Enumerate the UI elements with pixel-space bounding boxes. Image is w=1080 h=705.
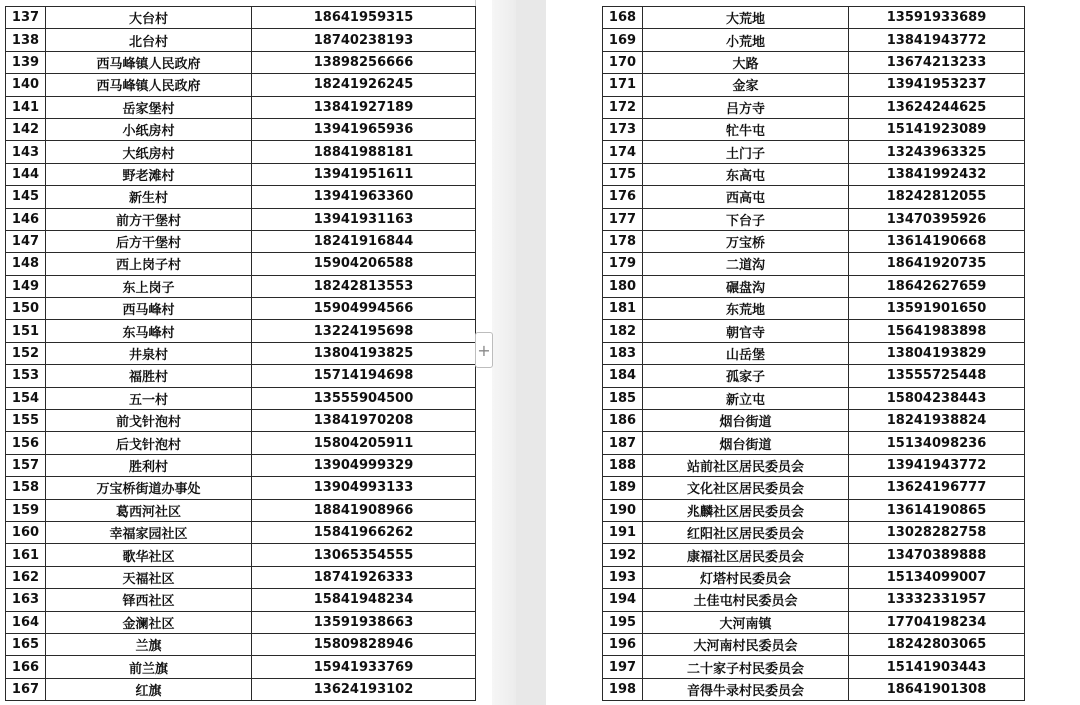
- unit-name-cell: 西高屯: [643, 186, 849, 208]
- table-row: [6, 7, 476, 29]
- row-number-cell: 177: [603, 208, 643, 230]
- row-number-cell: 187: [603, 432, 643, 454]
- phone-number-cell: 15134099007: [849, 566, 1025, 588]
- contact-table-right: [602, 6, 1025, 701]
- row-number-cell: 161: [6, 544, 46, 566]
- row-number-cell: 179: [603, 253, 643, 275]
- table-row: [603, 230, 1025, 252]
- table-row: [603, 96, 1025, 118]
- table-row: [603, 387, 1025, 409]
- unit-name-cell: 前兰旗: [46, 656, 252, 678]
- table-row: [603, 7, 1025, 29]
- unit-name-cell: 红旗: [46, 678, 252, 700]
- phone-number-cell: 18641920735: [849, 253, 1025, 275]
- table-row: [6, 387, 476, 409]
- unit-name-cell: 二道沟: [643, 253, 849, 275]
- table-row: [6, 566, 476, 588]
- row-number-cell: 186: [603, 410, 643, 432]
- unit-name-cell: 后戈针泡村: [46, 432, 252, 454]
- unit-name-cell: 东荒地: [643, 298, 849, 320]
- table-row: [603, 298, 1025, 320]
- row-number-cell: 185: [603, 387, 643, 409]
- row-number-cell: 171: [603, 74, 643, 96]
- table-row: [6, 29, 476, 51]
- row-number-cell: 190: [603, 499, 643, 521]
- phone-number-cell: 13224195698: [252, 320, 476, 342]
- row-number-cell: 180: [603, 275, 643, 297]
- table-row: [6, 678, 476, 700]
- table-row: [6, 118, 476, 140]
- unit-name-cell: 五一村: [46, 387, 252, 409]
- phone-number-cell: 18241916844: [252, 230, 476, 252]
- phone-number-cell: 13841992432: [849, 163, 1025, 185]
- row-number-cell: 159: [6, 499, 46, 521]
- phone-number-cell: 13804193825: [252, 342, 476, 364]
- row-number-cell: 188: [603, 454, 643, 476]
- unit-name-cell: 东马峰村: [46, 320, 252, 342]
- table-row: [603, 118, 1025, 140]
- unit-name-cell: 铎西社区: [46, 589, 252, 611]
- row-number-cell: 144: [6, 163, 46, 185]
- unit-name-cell: 二十家子村民委员会: [643, 656, 849, 678]
- phone-number-cell: 13841970208: [252, 410, 476, 432]
- unit-name-cell: 大河南村民委员会: [643, 633, 849, 655]
- phone-number-cell: 13591938663: [252, 611, 476, 633]
- unit-name-cell: 万宝桥街道办事处: [46, 477, 252, 499]
- table-row: [6, 230, 476, 252]
- table-row: [603, 74, 1025, 96]
- phone-number-cell: 15641983898: [849, 320, 1025, 342]
- row-number-cell: 192: [603, 544, 643, 566]
- phone-number-cell: 13028282758: [849, 521, 1025, 543]
- row-number-cell: 164: [6, 611, 46, 633]
- plus-icon: +: [477, 341, 491, 360]
- phone-number-cell: 13941931163: [252, 208, 476, 230]
- phone-number-cell: 13624244625: [849, 96, 1025, 118]
- unit-name-cell: 孤家子: [643, 365, 849, 387]
- phone-number-cell: 13065354555: [252, 544, 476, 566]
- add-table-row-handle[interactable]: [475, 332, 493, 368]
- unit-name-cell: 吕方寺: [643, 96, 849, 118]
- phone-number-cell: 18641901308: [849, 678, 1025, 700]
- phone-number-cell: 18242812055: [849, 186, 1025, 208]
- unit-name-cell: 井泉村: [46, 342, 252, 364]
- row-number-cell: 196: [603, 633, 643, 655]
- row-number-cell: 140: [6, 74, 46, 96]
- row-number-cell: 172: [603, 96, 643, 118]
- row-number-cell: 149: [6, 275, 46, 297]
- table-row: [603, 208, 1025, 230]
- phone-number-cell: 18242803065: [849, 633, 1025, 655]
- row-number-cell: 176: [603, 186, 643, 208]
- unit-name-cell: 文化社区居民委员会: [643, 477, 849, 499]
- unit-name-cell: 北台村: [46, 29, 252, 51]
- phone-number-cell: 13555904500: [252, 387, 476, 409]
- table-row: [603, 454, 1025, 476]
- phone-number-cell: 13941943772: [849, 454, 1025, 476]
- unit-name-cell: 野老滩村: [46, 163, 252, 185]
- unit-name-cell: 碾盘沟: [643, 275, 849, 297]
- row-number-cell: 137: [6, 7, 46, 29]
- table-row: [6, 499, 476, 521]
- row-number-cell: 141: [6, 96, 46, 118]
- unit-name-cell: 大路: [643, 51, 849, 73]
- table-row: [6, 477, 476, 499]
- row-number-cell: 142: [6, 118, 46, 140]
- row-number-cell: 191: [603, 521, 643, 543]
- table-row: [6, 141, 476, 163]
- row-number-cell: 195: [603, 611, 643, 633]
- unit-name-cell: 兰旗: [46, 633, 252, 655]
- row-number-cell: 193: [603, 566, 643, 588]
- table-row: [6, 410, 476, 432]
- table-row: [6, 432, 476, 454]
- phone-number-cell: 13470395926: [849, 208, 1025, 230]
- row-number-cell: 165: [6, 633, 46, 655]
- table-row: [603, 342, 1025, 364]
- table-row: [6, 544, 476, 566]
- unit-name-cell: 大台村: [46, 7, 252, 29]
- phone-number-cell: 13614190668: [849, 230, 1025, 252]
- phone-number-cell: 18642627659: [849, 275, 1025, 297]
- unit-name-cell: 东高屯: [643, 163, 849, 185]
- table-row: [603, 477, 1025, 499]
- unit-name-cell: 西马峰村: [46, 298, 252, 320]
- row-number-cell: 155: [6, 410, 46, 432]
- unit-name-cell: 福胜村: [46, 365, 252, 387]
- table-row: [6, 656, 476, 678]
- phone-number-cell: 13904993133: [252, 477, 476, 499]
- unit-name-cell: 后方干堡村: [46, 230, 252, 252]
- phone-number-cell: 15904994566: [252, 298, 476, 320]
- table-row: [6, 611, 476, 633]
- table-row: [6, 342, 476, 364]
- table-row: [603, 544, 1025, 566]
- row-number-cell: 166: [6, 656, 46, 678]
- table-row: [6, 521, 476, 543]
- phone-number-cell: 13591901650: [849, 298, 1025, 320]
- table-row: [603, 633, 1025, 655]
- phone-number-cell: 13591933689: [849, 7, 1025, 29]
- unit-name-cell: 岳家堡村: [46, 96, 252, 118]
- unit-name-cell: 牤牛屯: [643, 118, 849, 140]
- row-number-cell: 178: [603, 230, 643, 252]
- unit-name-cell: 东上岗子: [46, 275, 252, 297]
- phone-number-cell: 18242813553: [252, 275, 476, 297]
- unit-name-cell: 土门子: [643, 141, 849, 163]
- phone-number-cell: 13941953237: [849, 74, 1025, 96]
- table-row: [603, 611, 1025, 633]
- unit-name-cell: 红阳社区居民委员会: [643, 521, 849, 543]
- row-number-cell: 150: [6, 298, 46, 320]
- unit-name-cell: 葛西河社区: [46, 499, 252, 521]
- table-row: [6, 186, 476, 208]
- unit-name-cell: 大纸房村: [46, 141, 252, 163]
- row-number-cell: 143: [6, 141, 46, 163]
- phone-number-cell: 13470389888: [849, 544, 1025, 566]
- row-number-cell: 148: [6, 253, 46, 275]
- row-number-cell: 197: [603, 656, 643, 678]
- phone-number-cell: 13332331957: [849, 589, 1025, 611]
- table-row: [603, 186, 1025, 208]
- row-number-cell: 162: [6, 566, 46, 588]
- phone-number-cell: 13555725448: [849, 365, 1025, 387]
- unit-name-cell: 大荒地: [643, 7, 849, 29]
- phone-number-cell: 13804193829: [849, 342, 1025, 364]
- unit-name-cell: 灯塔村民委员会: [643, 566, 849, 588]
- unit-name-cell: 下台子: [643, 208, 849, 230]
- row-number-cell: 145: [6, 186, 46, 208]
- page-edge-shadow: [492, 0, 516, 705]
- table-row: [603, 163, 1025, 185]
- unit-name-cell: 康福社区居民委员会: [643, 544, 849, 566]
- unit-name-cell: 前方干堡村: [46, 208, 252, 230]
- page-gutter: [516, 0, 546, 705]
- table-row: [603, 275, 1025, 297]
- phone-number-cell: 15141903443: [849, 656, 1025, 678]
- row-number-cell: 147: [6, 230, 46, 252]
- table-row: [6, 51, 476, 73]
- table-row: [603, 656, 1025, 678]
- phone-number-cell: 15714194698: [252, 365, 476, 387]
- table-row: [6, 633, 476, 655]
- table-row: [6, 454, 476, 476]
- phone-number-cell: 18641959315: [252, 7, 476, 29]
- phone-number-cell: 15841948234: [252, 589, 476, 611]
- phone-number-cell: 13941951611: [252, 163, 476, 185]
- row-number-cell: 194: [603, 589, 643, 611]
- phone-number-cell: 15134098236: [849, 432, 1025, 454]
- unit-name-cell: 前戈针泡村: [46, 410, 252, 432]
- row-number-cell: 146: [6, 208, 46, 230]
- unit-name-cell: 新生村: [46, 186, 252, 208]
- phone-number-cell: 13614190865: [849, 499, 1025, 521]
- row-number-cell: 189: [603, 477, 643, 499]
- row-number-cell: 183: [603, 342, 643, 364]
- unit-name-cell: 胜利村: [46, 454, 252, 476]
- table-row: [603, 521, 1025, 543]
- phone-number-cell: 15904206588: [252, 253, 476, 275]
- unit-name-cell: 音得牛录村民委员会: [643, 678, 849, 700]
- phone-number-cell: 13841943772: [849, 29, 1025, 51]
- phone-number-cell: 15941933769: [252, 656, 476, 678]
- row-number-cell: 152: [6, 342, 46, 364]
- row-number-cell: 198: [603, 678, 643, 700]
- unit-name-cell: 万宝桥: [643, 230, 849, 252]
- phone-number-cell: 15804205911: [252, 432, 476, 454]
- row-number-cell: 173: [603, 118, 643, 140]
- unit-name-cell: 西马峰镇人民政府: [46, 74, 252, 96]
- phone-number-cell: 15841966262: [252, 521, 476, 543]
- row-number-cell: 139: [6, 51, 46, 73]
- row-number-cell: 174: [603, 141, 643, 163]
- row-number-cell: 138: [6, 29, 46, 51]
- table-row: [6, 298, 476, 320]
- table-row: [6, 163, 476, 185]
- row-number-cell: 151: [6, 320, 46, 342]
- phone-number-cell: 13941963360: [252, 186, 476, 208]
- phone-number-cell: 18740238193: [252, 29, 476, 51]
- table-row: [6, 74, 476, 96]
- phone-number-cell: 13904999329: [252, 454, 476, 476]
- unit-name-cell: 天福社区: [46, 566, 252, 588]
- table-row: [603, 432, 1025, 454]
- table-row: [6, 96, 476, 118]
- table-row: [603, 29, 1025, 51]
- phone-number-cell: 13243963325: [849, 141, 1025, 163]
- table-row: [6, 589, 476, 611]
- unit-name-cell: 站前社区居民委员会: [643, 454, 849, 476]
- table-row: [6, 365, 476, 387]
- phone-number-cell: 15804238443: [849, 387, 1025, 409]
- row-number-cell: 181: [603, 298, 643, 320]
- phone-number-cell: 17704198234: [849, 611, 1025, 633]
- document-page-left: [0, 0, 492, 705]
- table-row: [603, 141, 1025, 163]
- table-row: [603, 410, 1025, 432]
- unit-name-cell: 歌华社区: [46, 544, 252, 566]
- unit-name-cell: 小荒地: [643, 29, 849, 51]
- row-number-cell: 163: [6, 589, 46, 611]
- table-row: [603, 253, 1025, 275]
- phone-number-cell: 18741926333: [252, 566, 476, 588]
- unit-name-cell: 幸福家园社区: [46, 521, 252, 543]
- phone-number-cell: 13624193102: [252, 678, 476, 700]
- phone-number-cell: 13674213233: [849, 51, 1025, 73]
- table-row: [6, 208, 476, 230]
- unit-name-cell: 西上岗子村: [46, 253, 252, 275]
- phone-number-cell: 13898256666: [252, 51, 476, 73]
- row-number-cell: 160: [6, 521, 46, 543]
- phone-number-cell: 18841908966: [252, 499, 476, 521]
- phone-number-cell: 15809828946: [252, 633, 476, 655]
- row-number-cell: 175: [603, 163, 643, 185]
- row-number-cell: 170: [603, 51, 643, 73]
- table-row: [6, 253, 476, 275]
- unit-name-cell: 土佳屯村民委员会: [643, 589, 849, 611]
- unit-name-cell: 烟台街道: [643, 432, 849, 454]
- row-number-cell: 184: [603, 365, 643, 387]
- unit-name-cell: 大河南镇: [643, 611, 849, 633]
- unit-name-cell: 烟台街道: [643, 410, 849, 432]
- phone-number-cell: 18241926245: [252, 74, 476, 96]
- contact-table-left: [5, 6, 476, 701]
- unit-name-cell: 山岳堡: [643, 342, 849, 364]
- table-row: [6, 320, 476, 342]
- phone-number-cell: 15141923089: [849, 118, 1025, 140]
- unit-name-cell: 小纸房村: [46, 118, 252, 140]
- table-row: [603, 678, 1025, 700]
- row-number-cell: 154: [6, 387, 46, 409]
- unit-name-cell: 金家: [643, 74, 849, 96]
- table-row: [603, 51, 1025, 73]
- document-page-right: [546, 0, 1080, 705]
- row-number-cell: 182: [603, 320, 643, 342]
- unit-name-cell: 兆麟社区居民委员会: [643, 499, 849, 521]
- table-row: [603, 589, 1025, 611]
- table-row: [603, 320, 1025, 342]
- row-number-cell: 153: [6, 365, 46, 387]
- row-number-cell: 157: [6, 454, 46, 476]
- table-row: [603, 365, 1025, 387]
- unit-name-cell: 朝官寺: [643, 320, 849, 342]
- table-row: [6, 275, 476, 297]
- phone-number-cell: 13941965936: [252, 118, 476, 140]
- phone-number-cell: 13841927189: [252, 96, 476, 118]
- phone-number-cell: 18241938824: [849, 410, 1025, 432]
- row-number-cell: 167: [6, 678, 46, 700]
- phone-number-cell: 18841988181: [252, 141, 476, 163]
- row-number-cell: 168: [603, 7, 643, 29]
- unit-name-cell: 西马峰镇人民政府: [46, 51, 252, 73]
- unit-name-cell: 金澜社区: [46, 611, 252, 633]
- table-row: [603, 499, 1025, 521]
- phone-number-cell: 13624196777: [849, 477, 1025, 499]
- row-number-cell: 156: [6, 432, 46, 454]
- row-number-cell: 158: [6, 477, 46, 499]
- table-row: [603, 566, 1025, 588]
- row-number-cell: 169: [603, 29, 643, 51]
- unit-name-cell: 新立屯: [643, 387, 849, 409]
